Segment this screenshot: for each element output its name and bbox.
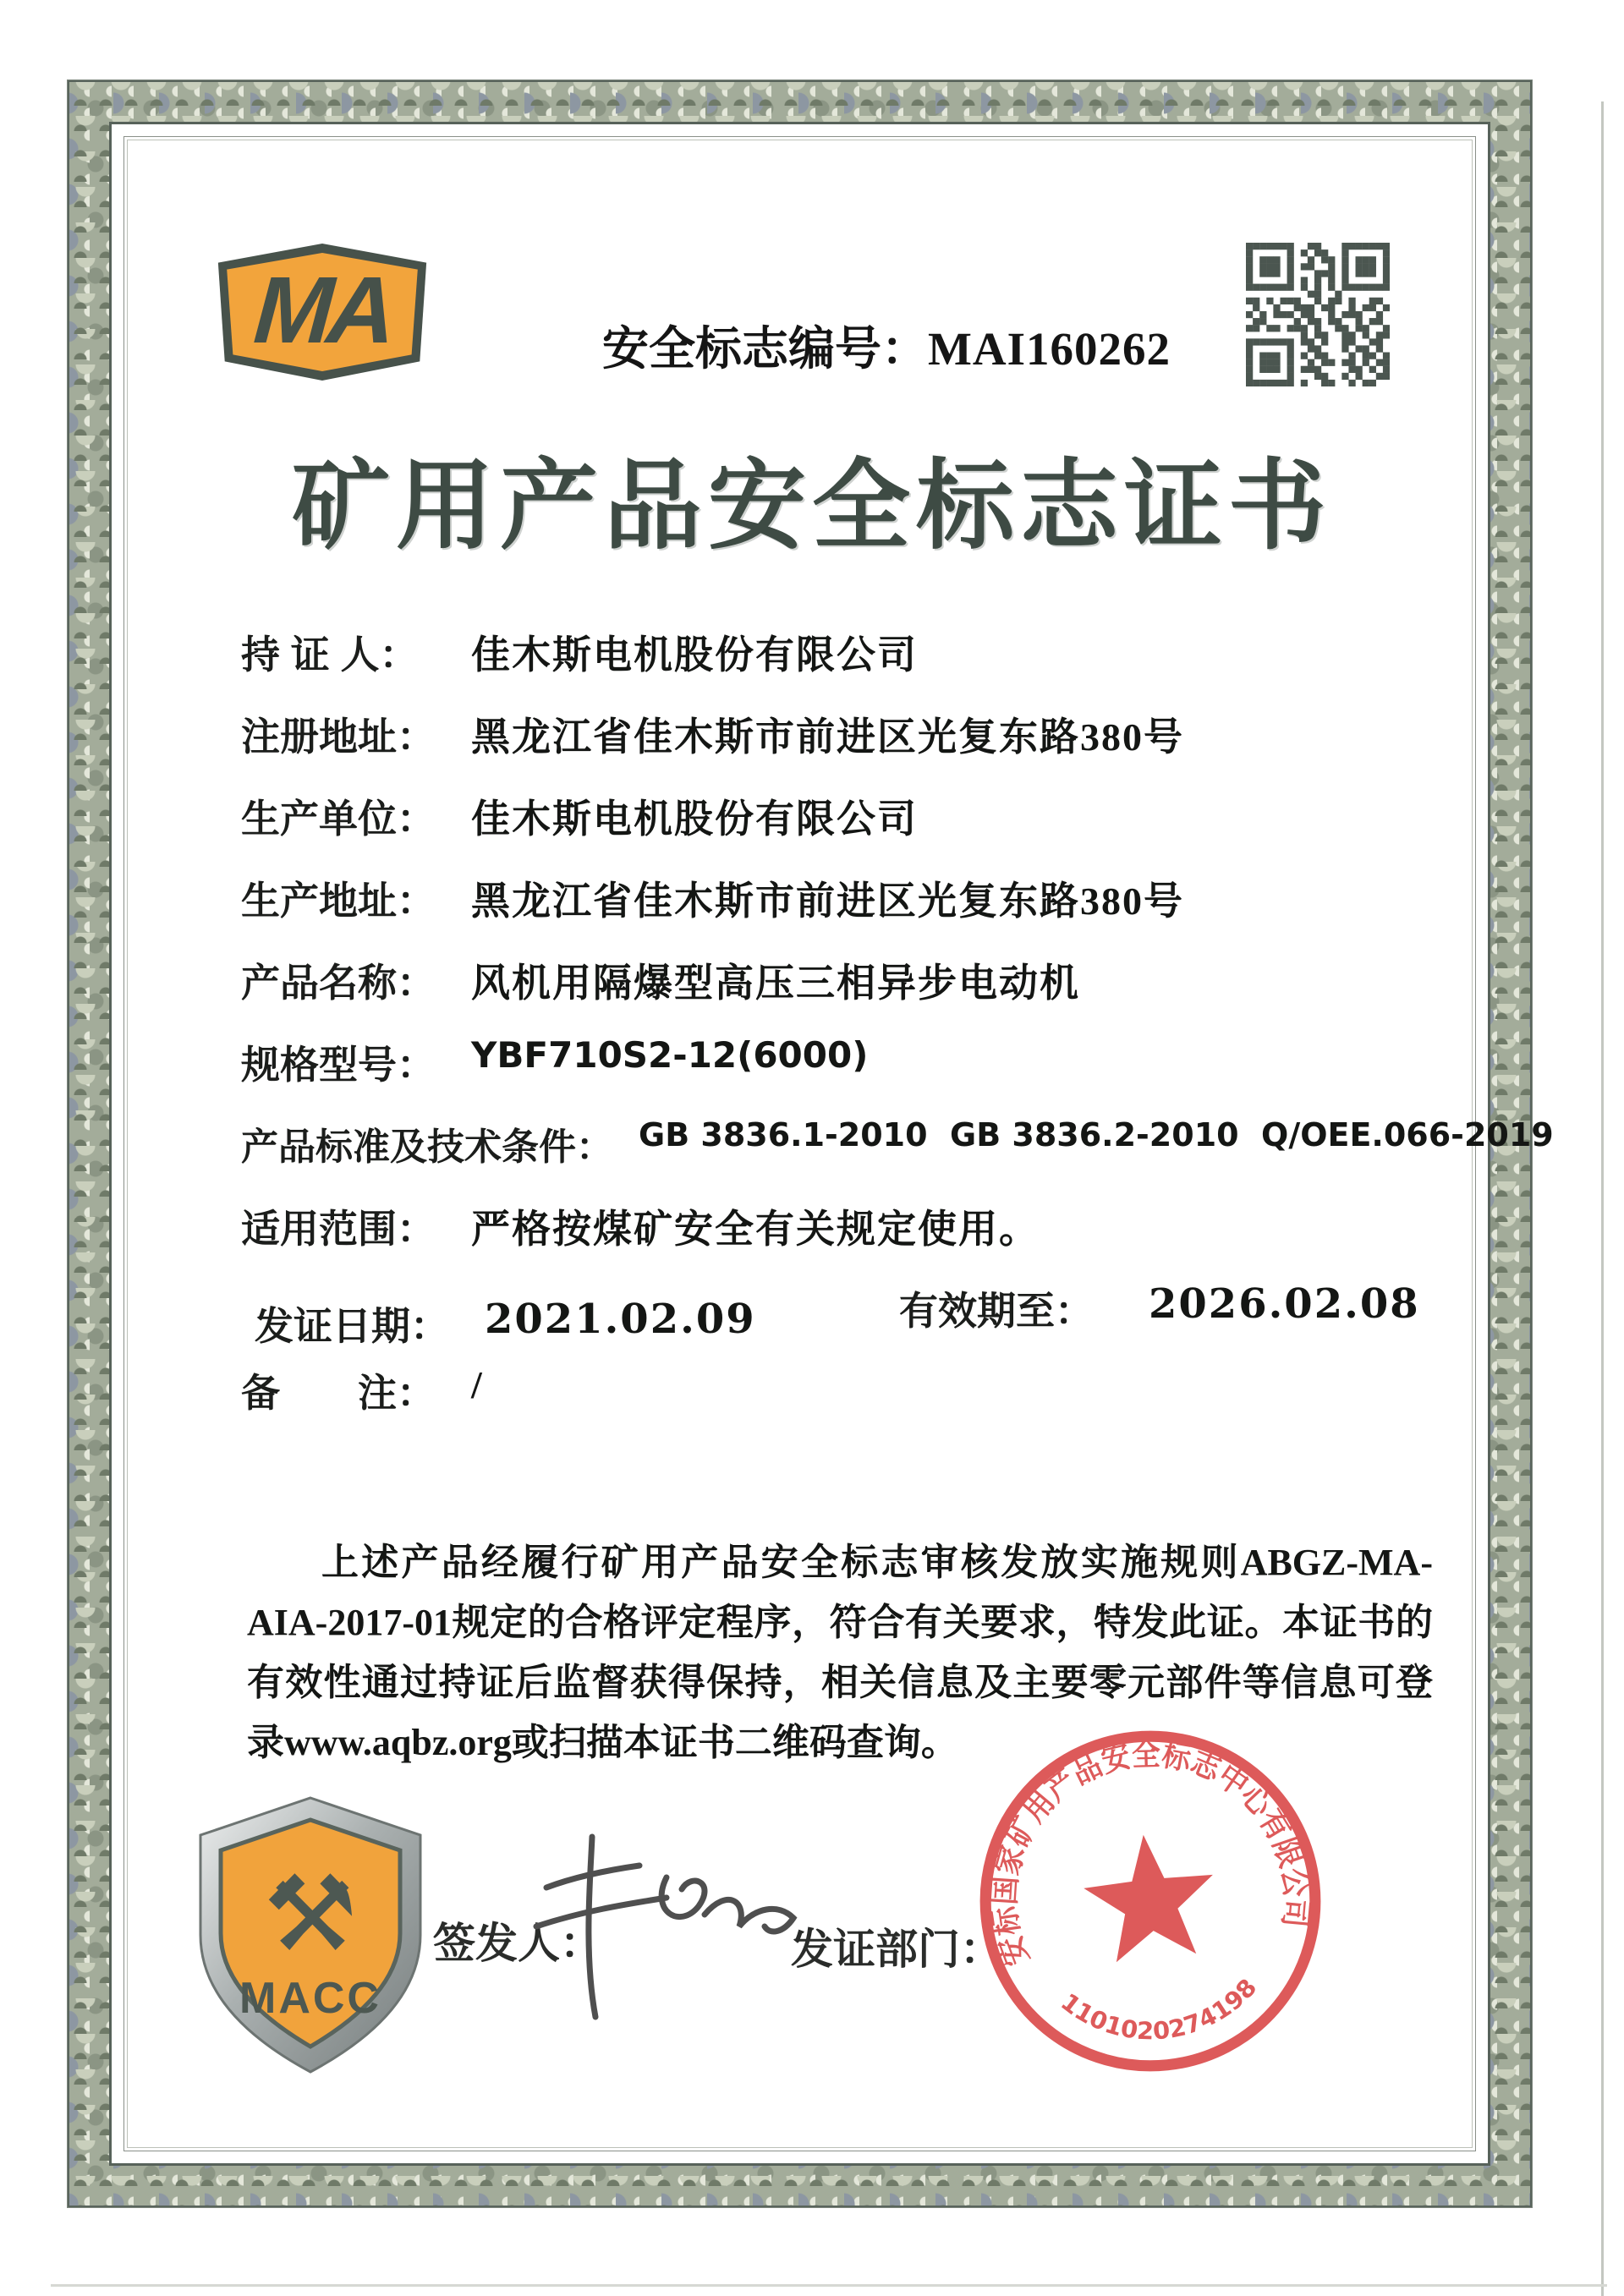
field-row — [241, 788, 1442, 844]
official-stamp — [953, 1704, 1347, 2098]
field-label: 生产地址： — [241, 879, 436, 923]
remark-row — [241, 1362, 1442, 1418]
macc-label: MACC — [239, 1974, 381, 2023]
field-row — [241, 952, 1442, 1008]
expiry-date-value: 2026.02.08 — [1149, 1280, 1420, 1328]
field-label: 产品名称： — [241, 961, 436, 1005]
field-label: 生产单位： — [241, 797, 436, 841]
certificate-title: 矿用产品安全标志证书 — [292, 453, 1332, 562]
signer-label: 签发人： — [433, 1920, 602, 1967]
field-label: 规格型号： — [241, 1043, 436, 1087]
macc-shield-icon — [190, 1791, 431, 2079]
field-row — [241, 624, 1442, 680]
expiry-date-label: 有效期至： — [899, 1289, 1094, 1333]
field-row — [241, 870, 1442, 926]
field-value: GB 3836.1-2010 GB 3836.2-2010 Q/OEE.066-2019 — [639, 1116, 1554, 1153]
field-value: 佳木斯电机股份有限公司 — [471, 633, 918, 677]
field-label: 注册地址： — [241, 715, 436, 759]
remark-label: 备 注： — [241, 1371, 436, 1415]
issue-date-label: 发证日期： — [255, 1304, 449, 1348]
signature-scribble — [531, 1827, 810, 2034]
certificate-statement: 上述产品经履行矿用产品安全标志审核发放实施规则ABGZ-MA-AIA-2017-01规定的合格评定程序，符合有关要求，特发此证。本证书的有效性通过持证后监督获得保持，相关信息及主要零元部件等信息可登录www.aqbz.org或扫描本证书二维码查询。 — [247, 1542, 1433, 1763]
field-value: 风机用隔爆型高压三相异步电动机 — [471, 962, 1080, 1005]
qr-code-graphic — [1246, 243, 1390, 386]
field-value: 严格按煤矿安全有关规定使用。 — [471, 1208, 1040, 1251]
field-value: YBF710S2-12(6000) — [471, 1034, 869, 1076]
field-label: 适用范围： — [241, 1207, 436, 1251]
field-row — [241, 1034, 1442, 1090]
safety-mark-number-value: MAI160262 — [928, 323, 1171, 375]
field-row — [241, 1116, 1554, 1170]
ma-logo — [211, 244, 433, 381]
stamp-star-icon — [1078, 1828, 1221, 1965]
safety-mark-number — [602, 311, 1171, 378]
issuer-label: 发证部门： — [791, 1926, 1002, 1973]
ma-logo-text: MA — [250, 257, 394, 363]
stamp-text: 安标国家矿用产品安全标志中心有限公司 — [986, 1736, 1314, 1970]
hammer-pick-icon: ⚒ — [263, 1854, 358, 1975]
scan-page-edge — [51, 2284, 1607, 2287]
field-value: 黑龙江省佳木斯市前进区光复东路380号 — [471, 715, 1184, 759]
safety-mark-number-label: 安全标志编号： — [602, 323, 929, 375]
field-row — [241, 1198, 1442, 1254]
field-value: 佳木斯电机股份有限公司 — [471, 797, 918, 841]
scan-page-edge — [1601, 101, 1604, 2296]
remark-value: / — [471, 1363, 484, 1406]
issue-date-value: 2021.02.09 — [485, 1296, 756, 1343]
field-value: 黑龙江省佳木斯市前进区光复东路380号 — [471, 879, 1184, 923]
stamp-number: 1101020274198 — [1055, 1973, 1262, 2046]
field-row — [241, 706, 1442, 762]
expiry-group — [899, 1280, 1420, 1336]
qr-code — [1246, 243, 1390, 386]
field-label: 产品标准及技术条件： — [241, 1126, 613, 1168]
field-label: 持 证 人： — [241, 633, 419, 677]
